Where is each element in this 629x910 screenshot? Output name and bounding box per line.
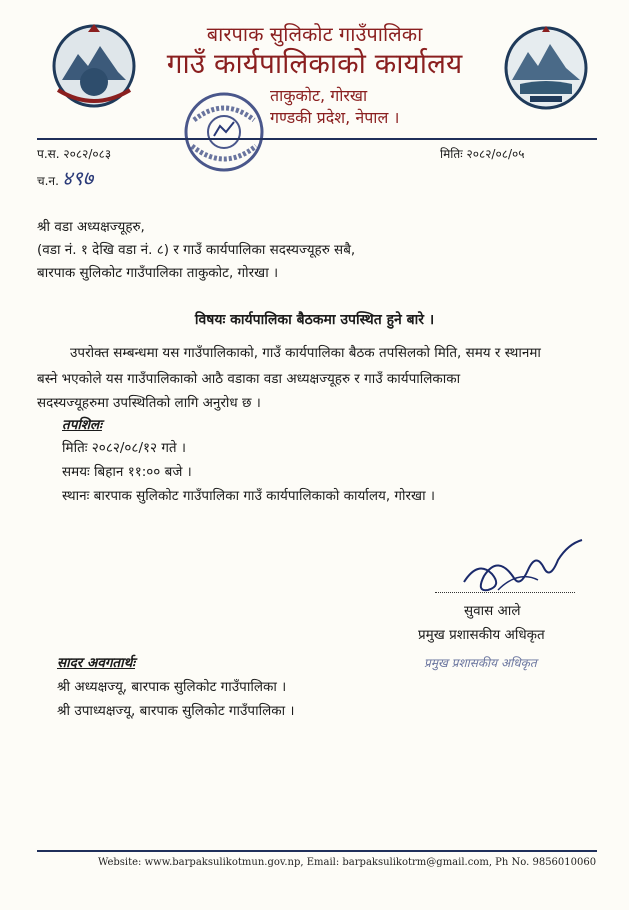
header-rule	[37, 138, 597, 140]
body-line: बस्ने भएकोले यस गाउँपालिकाको आठै वडाका वडा अध्यक्षज्यूहरु र गाउँ कार्यपालिकाका	[37, 371, 461, 387]
province-name: गण्डकी प्रदेश, नेपाल ।	[270, 108, 400, 127]
signatory-name: सुवास आले	[464, 603, 521, 619]
dispatch-number: ४९७	[62, 166, 94, 190]
meeting-place: स्थानः बारपाक सुलिकोट गाउँपालिका गाउँ कार्यपालिकाको कार्यालय, गोरखा ।	[62, 488, 436, 504]
office-stamp-icon	[182, 90, 266, 174]
cc-heading: सादर अवगतार्थः	[57, 655, 135, 671]
recipient-line: बारपाक सुलिकोट गाउँपालिका ताकुकोट, गोरखा ।	[37, 265, 279, 281]
signature-line	[435, 592, 575, 593]
footer-rule	[37, 850, 597, 852]
footer-contact: Website: www.barpaksulikotmun.gov.np, Email: barpaksulikotrm@gmail.com, Ph No. 9856010060	[98, 857, 597, 868]
body-line: उपरोक्त सम्बन्धमा यस गाउँपालिकाको, गाउँ कार्यपालिका बैठक तपसिलको मिति, समय र स्थानमा	[70, 345, 541, 361]
municipality-name: बारपाक सुलिकोट गाउँपालिका	[206, 22, 423, 46]
signatory-title: प्रमुख प्रशासकीय अधिकृत	[418, 627, 545, 643]
recipient-line: श्री वडा अध्यक्षज्यूहरु,	[37, 219, 145, 235]
reference-number: प.स. २०८२/०८३	[37, 147, 112, 161]
office-location: ताकुकोट, गोरखा	[270, 86, 368, 105]
dispatch-label: च.न.	[37, 174, 59, 188]
details-heading: तपशिलः	[62, 417, 102, 433]
meeting-time: समयः बिहान ११:०० बजे ।	[62, 464, 192, 480]
cc-line: श्री अध्यक्षज्यू, बारपाक सुलिकोट गाउँपालिका ।	[57, 679, 287, 695]
signature-icon	[458, 530, 588, 600]
designation-stamp: प्रमुख प्रशासकीय अधिकृत	[424, 656, 537, 670]
cc-line: श्री उपाध्यक्षज्यू, बारपाक सुलिकोट गाउँपालिका ।	[57, 703, 295, 719]
meeting-date: मितिः २०८२/०८/१२ गते ।	[62, 440, 187, 456]
office-title: गाउँ कार्यपालिकाको कार्यालय	[166, 47, 463, 80]
letter-date: मितिः २०८२/०८/०५	[440, 147, 525, 161]
letter-subject: विषयः कार्यपालिका बैठकमा उपस्थित हुने बारे ।	[194, 312, 435, 328]
body-line: सदस्यज्यूहरुमा उपस्थितिको लागि अनुरोध छ ।	[37, 395, 261, 411]
recipient-line: (वडा नं. १ देखि वडा नं. ८) र गाउँ कार्यपालिका सदस्यज्यूहरु सबै,	[37, 242, 356, 258]
